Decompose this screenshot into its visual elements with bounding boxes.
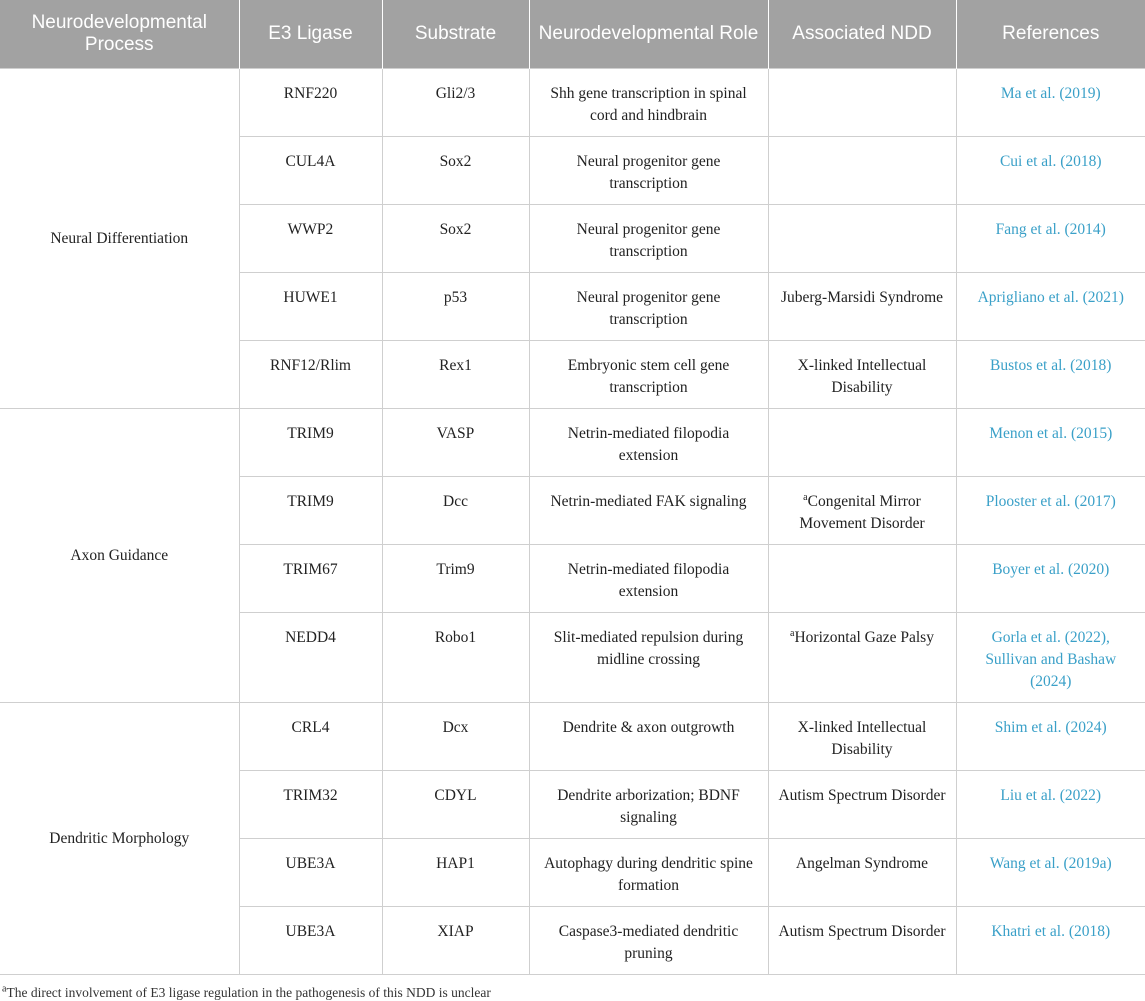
role-cell: Autophagy during dendritic spine formation xyxy=(529,839,768,907)
ndd-text: Autism Spectrum Disorder xyxy=(778,787,946,804)
table-row xyxy=(0,703,1145,771)
ligase-cell: CRL4 xyxy=(239,703,382,771)
reference-link[interactable]: Liu et al. (2022) xyxy=(956,771,1145,839)
ligase-cell: UBE3A xyxy=(239,839,382,907)
ndd-cell xyxy=(768,771,956,839)
substrate-cell: Robo1 xyxy=(382,613,529,703)
header-references: References xyxy=(956,0,1145,69)
substrate-cell: VASP xyxy=(382,409,529,477)
reference-link[interactable]: Cui et al. (2018) xyxy=(956,137,1145,205)
ligase-cell: RNF220 xyxy=(239,69,382,137)
ndd-cell xyxy=(768,907,956,975)
header-row xyxy=(0,0,1145,69)
substrate-cell: Dcc xyxy=(382,477,529,545)
ndd-text: X-linked Intellectual Disability xyxy=(797,357,927,396)
ndd-text: X-linked Intellectual Disability xyxy=(797,719,927,758)
ligase-cell: TRIM67 xyxy=(239,545,382,613)
reference-link[interactable]: Aprigliano et al. (2021) xyxy=(956,273,1145,341)
table-row xyxy=(0,69,1145,137)
header-role: Neurodevelopmental Role xyxy=(529,0,768,69)
role-cell: Netrin-mediated filopodia extension xyxy=(529,409,768,477)
ligase-cell: HUWE1 xyxy=(239,273,382,341)
reference-link[interactable]: Gorla et al. (2022), Sullivan and Bashaw (2024) xyxy=(956,613,1145,703)
role-cell: Neural progenitor gene transcription xyxy=(529,205,768,273)
ndd-cell xyxy=(768,477,956,545)
ndd-cell xyxy=(768,69,956,137)
substrate-cell: XIAP xyxy=(382,907,529,975)
reference-link[interactable]: Menon et al. (2015) xyxy=(956,409,1145,477)
header-substrate: Substrate xyxy=(382,0,529,69)
ndd-text: Horizontal Gaze Palsy xyxy=(794,629,934,646)
ndd-cell xyxy=(768,703,956,771)
process-cell: Neural Differentiation xyxy=(0,69,239,409)
role-cell: Neural progenitor gene transcription xyxy=(529,137,768,205)
ndd-cell xyxy=(768,205,956,273)
ndd-cell xyxy=(768,613,956,703)
ligase-cell: RNF12/Rlim xyxy=(239,341,382,409)
role-cell: Shh gene transcription in spinal cord and hindbrain xyxy=(529,69,768,137)
ndd-cell xyxy=(768,409,956,477)
ndd-text: Juberg-Marsidi Syndrome xyxy=(780,289,944,306)
role-cell: Netrin-mediated FAK signaling xyxy=(529,477,768,545)
ligase-cell: TRIM9 xyxy=(239,477,382,545)
reference-link[interactable]: Plooster et al. (2017) xyxy=(956,477,1145,545)
role-cell: Embryonic stem cell gene transcription xyxy=(529,341,768,409)
reference-link[interactable]: Fang et al. (2014) xyxy=(956,205,1145,273)
ndd-cell xyxy=(768,341,956,409)
role-cell: Slit-mediated repulsion during midline crossing xyxy=(529,613,768,703)
ndd-text: Angelman Syndrome xyxy=(795,855,929,872)
substrate-cell: p53 xyxy=(382,273,529,341)
substrate-cell: Rex1 xyxy=(382,341,529,409)
header-ligase: E3 Ligase xyxy=(239,0,382,69)
reference-link[interactable]: Wang et al. (2019a) xyxy=(956,839,1145,907)
role-cell: Neural progenitor gene transcription xyxy=(529,273,768,341)
footnote-mark: a xyxy=(2,983,7,995)
ligase-cell: TRIM32 xyxy=(239,771,382,839)
ndd-text: Congenital Mirror Movement Disorder xyxy=(799,493,925,532)
substrate-cell: Gli2/3 xyxy=(382,69,529,137)
header-process: Neurodevelopmental Process xyxy=(0,0,239,69)
role-cell: Dendrite arborization; BDNF signaling xyxy=(529,771,768,839)
ligase-cell: NEDD4 xyxy=(239,613,382,703)
ligase-cell: CUL4A xyxy=(239,137,382,205)
substrate-cell: HAP1 xyxy=(382,839,529,907)
role-cell: Netrin-mediated filopodia extension xyxy=(529,545,768,613)
reference-link[interactable]: Bustos et al. (2018) xyxy=(956,341,1145,409)
ndd-cell xyxy=(768,273,956,341)
reference-link[interactable]: Shim et al. (2024) xyxy=(956,703,1145,771)
role-cell: Caspase3-mediated dendritic pruning xyxy=(529,907,768,975)
table-row xyxy=(0,409,1145,477)
substrate-cell: Sox2 xyxy=(382,205,529,273)
substrate-cell: Trim9 xyxy=(382,545,529,613)
footnote-text: The direct involvement of E3 ligase regulation in the pathogenesis of this NDD is unclear xyxy=(6,985,491,1000)
ndd-mark: a xyxy=(790,627,795,639)
ndd-mark: a xyxy=(803,491,808,503)
ligase-cell: WWP2 xyxy=(239,205,382,273)
substrate-cell: Dcx xyxy=(382,703,529,771)
header-ndd: Associated NDD xyxy=(768,0,956,69)
ligase-cell: TRIM9 xyxy=(239,409,382,477)
ndd-cell xyxy=(768,545,956,613)
ndd-cell xyxy=(768,839,956,907)
ligase-cell: UBE3A xyxy=(239,907,382,975)
process-cell: Dendritic Morphology xyxy=(0,703,239,975)
reference-link[interactable]: Khatri et al. (2018) xyxy=(956,907,1145,975)
substrate-cell: CDYL xyxy=(382,771,529,839)
reference-link[interactable]: Ma et al. (2019) xyxy=(956,69,1145,137)
process-cell: Axon Guidance xyxy=(0,409,239,703)
role-cell: Dendrite & axon outgrowth xyxy=(529,703,768,771)
ndd-cell xyxy=(768,137,956,205)
footnote xyxy=(2,985,1145,1001)
substrate-cell: Sox2 xyxy=(382,137,529,205)
ndd-text: Autism Spectrum Disorder xyxy=(778,923,946,940)
reference-link[interactable]: Boyer et al. (2020) xyxy=(956,545,1145,613)
